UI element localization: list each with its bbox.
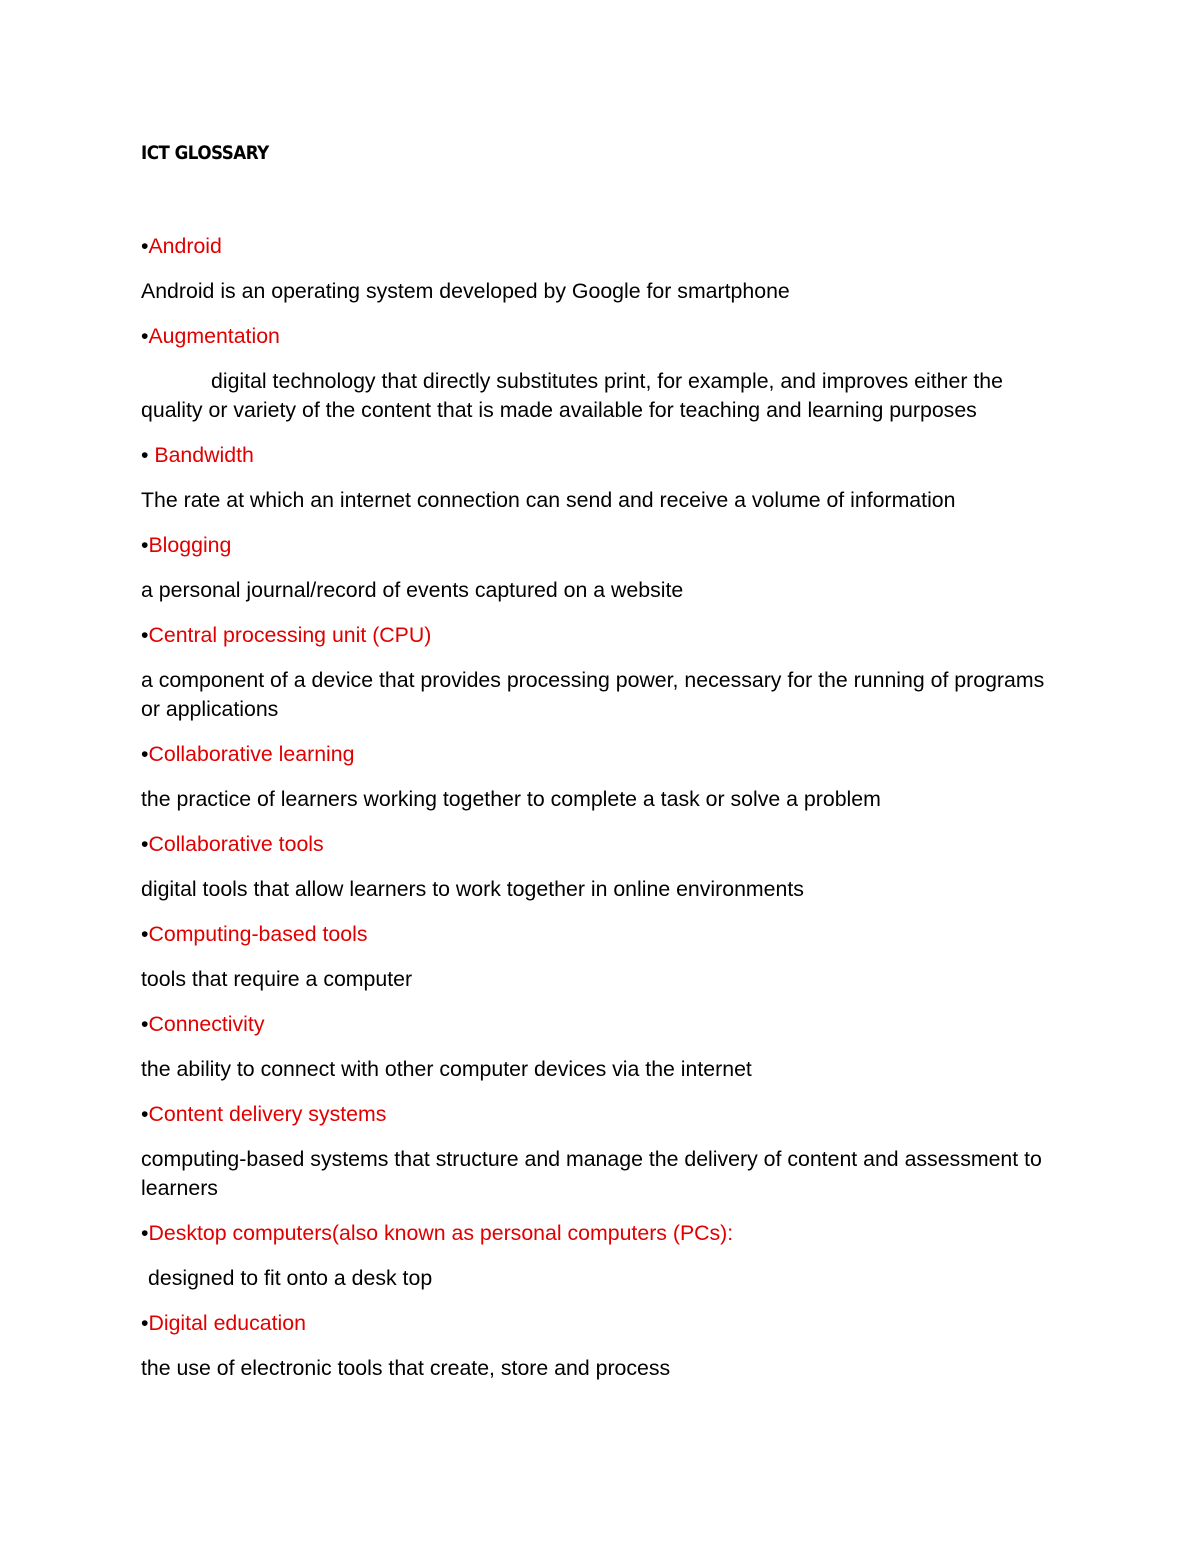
glossary-entry bbox=[141, 1309, 1061, 1383]
term-label: Computing-based tools bbox=[148, 922, 368, 946]
glossary-entry bbox=[141, 531, 1061, 605]
glossary-definition: digital technology that directly substitutes print, for example, and improves either the quality or variety of the content that is made available for teaching and learning purposes bbox=[141, 369, 1003, 422]
glossary-entry bbox=[141, 441, 1061, 515]
term-label: Digital education bbox=[148, 1311, 306, 1335]
glossary-entry bbox=[141, 1100, 1061, 1203]
glossary-term bbox=[141, 1219, 1061, 1248]
glossary-definition: the ability to connect with other computer devices via the internet bbox=[141, 1057, 752, 1081]
term-label: Blogging bbox=[148, 533, 232, 557]
glossary-list bbox=[141, 232, 1061, 1399]
term-label: Bandwidth bbox=[148, 443, 254, 467]
glossary-entry bbox=[141, 1010, 1061, 1084]
bullet-icon: • bbox=[141, 1221, 149, 1245]
glossary-entry bbox=[141, 740, 1061, 814]
bullet-icon: • bbox=[141, 922, 149, 946]
bullet-icon: • bbox=[141, 832, 149, 856]
glossary-entry bbox=[141, 1219, 1061, 1293]
glossary-term bbox=[141, 1309, 1061, 1338]
glossary-entry bbox=[141, 232, 1061, 306]
glossary-term bbox=[141, 740, 1061, 769]
term-label: Collaborative tools bbox=[148, 832, 324, 856]
glossary-definition: computing-based systems that structure and manage the delivery of content and assessment to learners bbox=[141, 1147, 1042, 1200]
bullet-icon: • bbox=[141, 1311, 149, 1335]
glossary-definition: the practice of learners working together to complete a task or solve a problem bbox=[141, 787, 881, 811]
glossary-term bbox=[141, 830, 1061, 859]
bullet-icon: • bbox=[141, 1102, 149, 1126]
glossary-term bbox=[141, 1100, 1061, 1129]
term-label: Desktop computers(also known as personal computers (PCs): bbox=[148, 1221, 734, 1245]
glossary-term bbox=[141, 322, 1061, 351]
glossary-definition: tools that require a computer bbox=[141, 967, 413, 991]
bullet-icon: • bbox=[141, 742, 149, 766]
glossary-entry bbox=[141, 621, 1061, 724]
bullet-icon: • bbox=[141, 533, 149, 557]
glossary-entry bbox=[141, 322, 1061, 425]
glossary-definition: The rate at which an internet connection can send and receive a volume of information bbox=[141, 488, 956, 512]
glossary-definition: a component of a device that provides processing power, necessary for the running of programs or applications bbox=[141, 668, 1045, 721]
glossary-term bbox=[141, 1010, 1061, 1039]
term-label: Augmentation bbox=[148, 324, 280, 348]
term-label: Content delivery systems bbox=[148, 1102, 387, 1126]
bullet-icon: • bbox=[141, 234, 149, 258]
glossary-definition: the use of electronic tools that create, store and process bbox=[141, 1356, 671, 1380]
glossary-term bbox=[141, 441, 1061, 470]
term-label: Collaborative learning bbox=[148, 742, 355, 766]
glossary-term bbox=[141, 920, 1061, 949]
glossary-entry bbox=[141, 830, 1061, 904]
glossary-definition: a personal journal/record of events captured on a website bbox=[141, 578, 684, 602]
bullet-icon: • bbox=[141, 324, 149, 348]
term-label: Connectivity bbox=[148, 1012, 265, 1036]
glossary-term bbox=[141, 531, 1061, 560]
bullet-icon: • bbox=[141, 443, 149, 467]
glossary-definition: designed to fit onto a desk top bbox=[148, 1266, 433, 1290]
bullet-icon: • bbox=[141, 1012, 149, 1036]
document-title: ICT GLOSSARY bbox=[141, 142, 269, 164]
glossary-definition: Android is an operating system developed by Google for smartphone bbox=[141, 279, 790, 303]
glossary-term bbox=[141, 232, 1061, 261]
glossary-term bbox=[141, 621, 1061, 650]
glossary-definition: digital tools that allow learners to work together in online environments bbox=[141, 877, 804, 901]
bullet-icon: • bbox=[141, 623, 149, 647]
term-label: Central processing unit (CPU) bbox=[148, 623, 432, 647]
term-label: Android bbox=[148, 234, 222, 258]
glossary-entry bbox=[141, 920, 1061, 994]
